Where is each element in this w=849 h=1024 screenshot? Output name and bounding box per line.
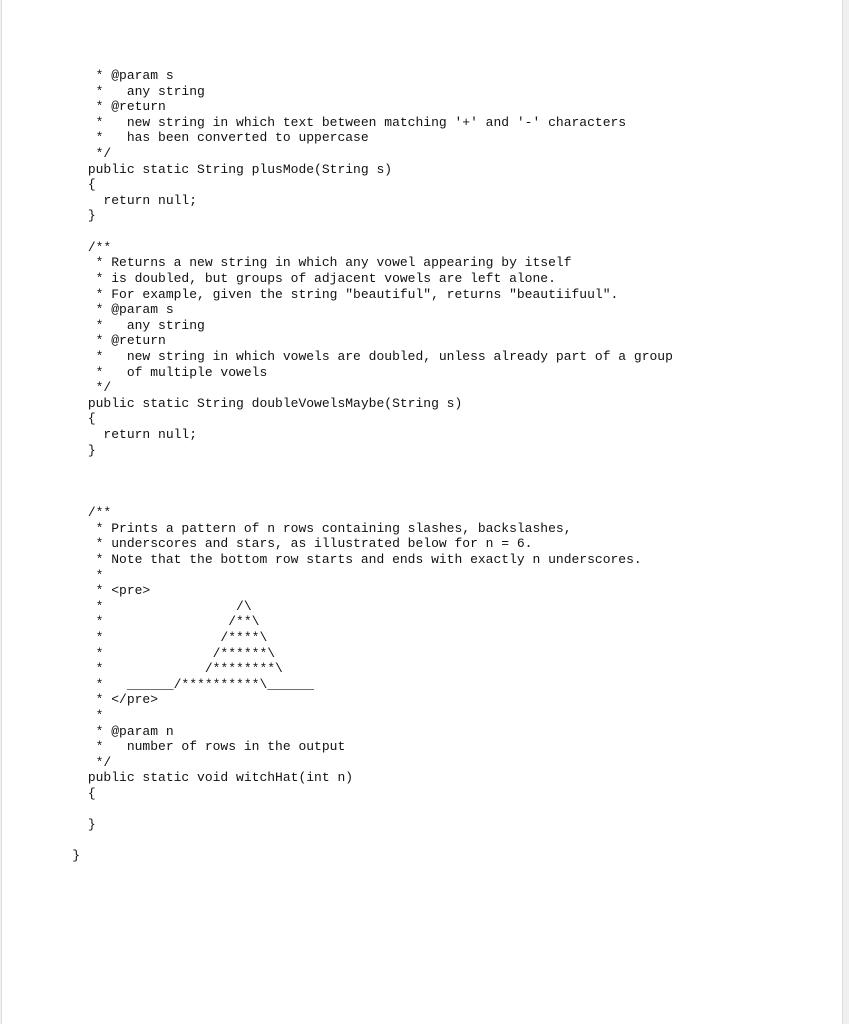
code-line: * @param s xyxy=(2,68,174,83)
code-line: public static String doubleVowelsMaybe(String s) xyxy=(2,395,463,411)
code-line xyxy=(2,458,673,474)
code-line: * For example, given the string "beautiful", returns "beautiifuul". xyxy=(2,286,619,302)
code-line: */ xyxy=(2,380,112,396)
code-line: { xyxy=(2,411,96,427)
code-line: * </pre> xyxy=(2,692,159,708)
code-line: return null; xyxy=(2,192,198,208)
code-line: * Note that the bottom row starts and ends with exactly n underscores. xyxy=(2,551,642,567)
code-line: } xyxy=(2,817,96,833)
code-line: * /**\ xyxy=(2,614,260,630)
code-line: * new string in which text between matching '+' and '-' characters xyxy=(2,114,627,130)
code-line: */ xyxy=(2,146,112,162)
code-line: /** xyxy=(2,239,112,255)
code-line: } xyxy=(2,848,81,864)
code-line: return null; xyxy=(2,427,198,443)
code-line: { xyxy=(2,786,96,802)
code-line: { xyxy=(2,177,96,193)
code-line: * any string xyxy=(2,83,205,99)
code-line: * any string xyxy=(2,317,205,333)
code-line xyxy=(2,474,673,490)
code-line: * /********\ xyxy=(2,661,283,677)
code-line: * of multiple vowels xyxy=(2,364,268,380)
code-line: * underscores and stars, as illustrated below for n = 6. xyxy=(2,536,533,552)
code-line: * Prints a pattern of n rows containing slashes, backslashes, xyxy=(2,520,572,536)
code-line: * xyxy=(2,707,104,723)
java-source-code xyxy=(2,68,673,864)
code-line: * has been converted to uppercase xyxy=(2,130,369,146)
code-line: * @return xyxy=(2,99,166,115)
code-line: * is doubled, but groups of adjacent vowels are left alone. xyxy=(2,270,556,286)
code-line: * xyxy=(2,567,104,583)
code-line xyxy=(2,833,673,849)
code-line: * /\ xyxy=(2,598,252,614)
document-page xyxy=(1,0,843,1024)
code-line: * new string in which vowels are doubled, unless already part of a group xyxy=(2,348,673,364)
code-line: * <pre> xyxy=(2,583,151,599)
code-line: * @param n xyxy=(2,723,174,739)
code-line: } xyxy=(2,442,96,458)
code-line: * /****\ xyxy=(2,629,268,645)
code-line: } xyxy=(2,208,96,224)
code-line xyxy=(2,224,673,240)
code-line: public static String plusMode(String s) xyxy=(2,161,393,177)
code-line: */ xyxy=(2,754,112,770)
code-line: * ______/**********\______ xyxy=(2,676,315,692)
code-line: * Returns a new string in which any vowel appearing by itself xyxy=(2,255,572,271)
code-line xyxy=(2,489,673,505)
code-line: * @param s xyxy=(2,302,174,318)
code-line: * @return xyxy=(2,333,166,349)
code-line xyxy=(2,802,673,818)
code-line: * /******\ xyxy=(2,645,276,661)
code-line: /** xyxy=(2,505,112,521)
code-line: * number of rows in the output xyxy=(2,739,346,755)
code-line: public static void witchHat(int n) xyxy=(2,770,354,786)
